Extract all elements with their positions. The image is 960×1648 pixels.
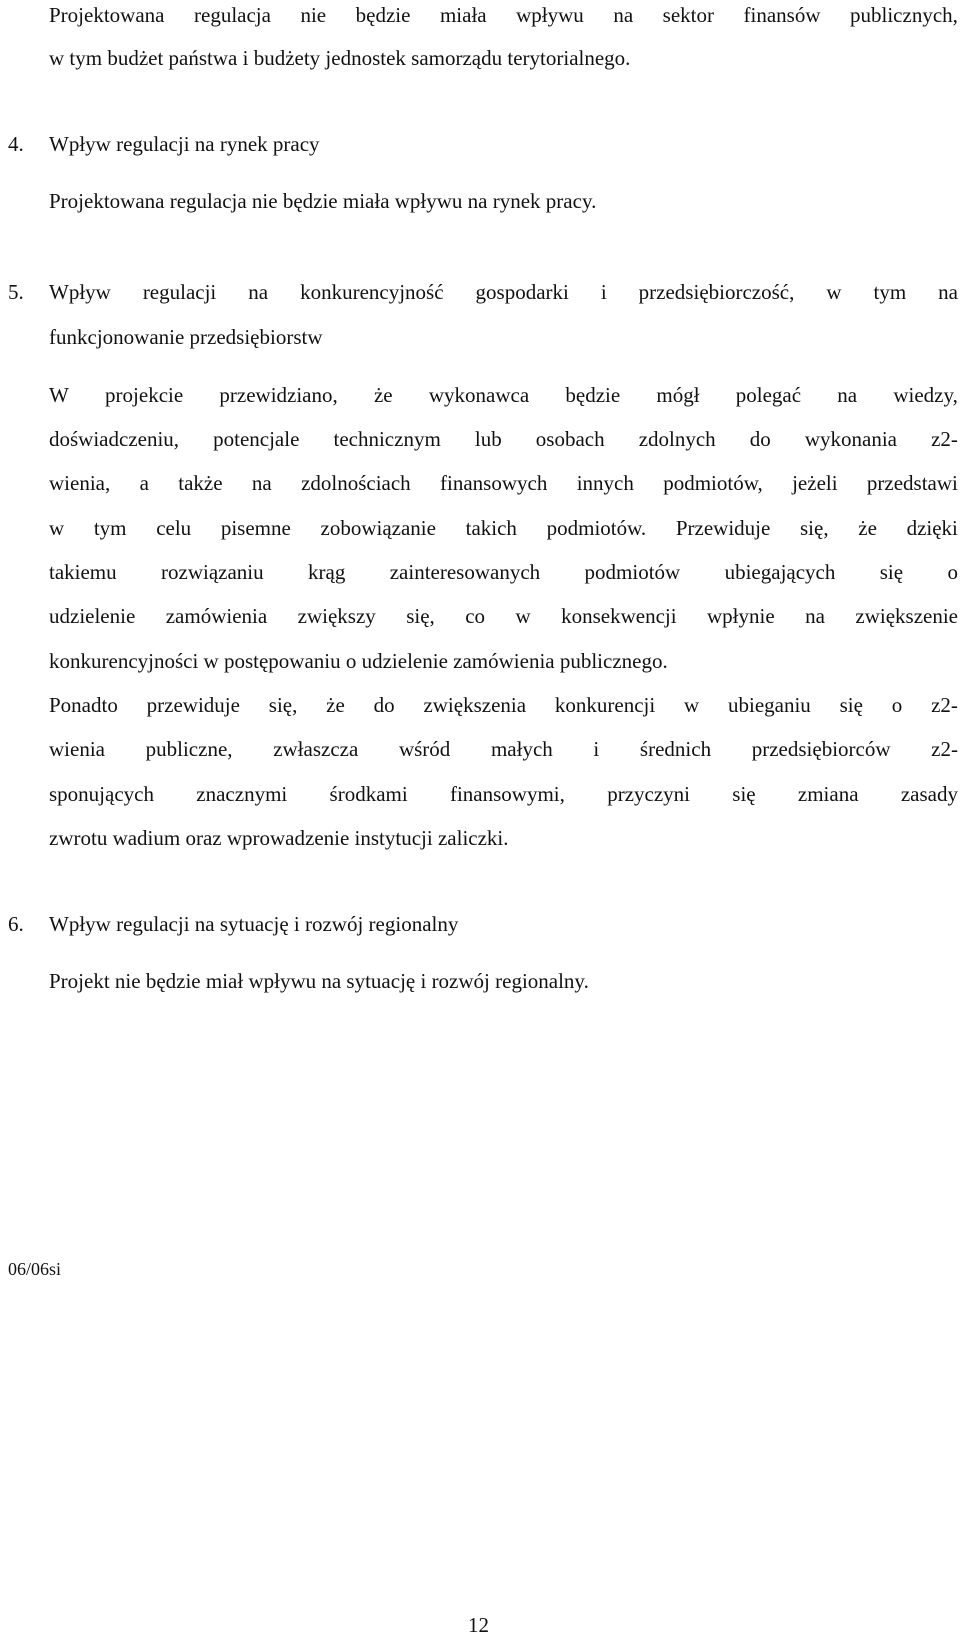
- word: potencjale: [213, 427, 300, 451]
- word: zamówienia: [165, 604, 268, 628]
- word: konkurencji: [554, 693, 656, 717]
- word: projekcie: [105, 383, 184, 407]
- section-5-para2-line-2: [49, 736, 958, 762]
- page-number: 12: [468, 1613, 489, 1637]
- word: W: [49, 383, 69, 407]
- word: Przewiduje: [675, 516, 771, 540]
- word: na: [938, 280, 958, 304]
- word: na: [251, 471, 272, 495]
- word: konsekwencji: [561, 604, 677, 628]
- word: rozwiązaniu: [161, 560, 264, 584]
- word: znacznymi: [196, 782, 288, 806]
- word: podmiotów: [584, 560, 681, 584]
- word: wienia,: [49, 471, 111, 495]
- word: zdolnościach: [301, 471, 411, 495]
- word: wykonawca: [428, 383, 530, 407]
- word: sponujących: [49, 782, 154, 806]
- word: się,: [268, 693, 298, 717]
- word: innych: [576, 471, 634, 495]
- word: regulacja: [194, 3, 271, 27]
- word: doświadczeniu,: [49, 427, 180, 451]
- word: z2-: [931, 693, 958, 717]
- word: zmiana: [797, 782, 859, 806]
- word: zwiększenia: [423, 693, 527, 717]
- word: się: [879, 560, 904, 584]
- word: także: [178, 471, 223, 495]
- word: co: [465, 604, 486, 628]
- word: do: [749, 427, 771, 451]
- word: zwiększenie: [855, 604, 958, 628]
- word: na: [837, 383, 858, 407]
- intro-line-1: [49, 2, 958, 28]
- word: pisemne: [220, 516, 291, 540]
- section-5-para2-line-4: zwrotu wadium oraz wprowadzenie instytucji zaliczki.: [49, 826, 509, 850]
- word: lub: [474, 427, 502, 451]
- word: takich: [465, 516, 517, 540]
- word: się,: [406, 604, 435, 628]
- word: się: [732, 782, 756, 806]
- section-6-body: Projekt nie będzie miał wpływu na sytuację i rozwój regionalny.: [49, 969, 589, 993]
- section-5-para2-line-1: [49, 692, 958, 718]
- word: udzielenie: [49, 604, 136, 628]
- word: zainteresowanych: [389, 560, 541, 584]
- word: tym: [93, 516, 127, 540]
- word: na: [613, 3, 634, 27]
- word: miała: [439, 3, 487, 27]
- word: małych: [490, 737, 553, 761]
- section-5-para1-line-3: [49, 470, 958, 496]
- word: w: [515, 604, 531, 628]
- intro-line-2: w tym budżet państwa i budżety jednostek samorządu terytorialnego.: [49, 46, 631, 70]
- word: w: [826, 280, 842, 304]
- word: przewiduje: [146, 693, 240, 717]
- word: przedstawi: [866, 471, 958, 495]
- word: podmiotów.: [546, 516, 647, 540]
- word: konkurencyjność: [300, 280, 444, 304]
- word: publiczne,: [145, 737, 233, 761]
- word: wpłynie: [707, 604, 775, 628]
- section-5-para1-line-1: [49, 382, 958, 408]
- section-5-para1-line-4: [49, 515, 958, 541]
- word: Wpływ: [49, 280, 111, 304]
- document-code: 06/06si: [8, 1259, 62, 1279]
- word: celu: [156, 516, 192, 540]
- word: regulacji: [142, 280, 217, 304]
- section-6-heading: Wpływ regulacji na sytuację i rozwój regionalny: [49, 912, 459, 936]
- word: średnich: [639, 737, 712, 761]
- word: dzięki: [906, 516, 958, 540]
- word: technicznym: [333, 427, 441, 451]
- word: nie: [300, 3, 327, 27]
- word: będzie: [565, 383, 621, 407]
- word: tym: [873, 280, 907, 304]
- word: z2-: [931, 427, 958, 451]
- word: a: [139, 471, 149, 495]
- word: przewidziano,: [219, 383, 338, 407]
- word: się,: [800, 516, 829, 540]
- word: przyczyni: [607, 782, 690, 806]
- section-5-number: 5.: [8, 280, 24, 304]
- word: zdolnych: [638, 427, 716, 451]
- section-5-heading-line-2: funkcjonowanie przedsiębiorstw: [49, 325, 323, 349]
- word: przedsiębiorczość,: [638, 280, 795, 304]
- word: o: [891, 693, 903, 717]
- word: wiedzy,: [893, 383, 958, 407]
- word: finansów: [743, 3, 821, 27]
- word: sektor: [662, 3, 714, 27]
- word: jeżeli: [792, 471, 838, 495]
- word: osobach: [535, 427, 605, 451]
- word: zwłaszcza: [273, 737, 359, 761]
- section-6-number: 6.: [8, 912, 24, 936]
- section-5-para1-line-6: [49, 603, 958, 629]
- word: i: [600, 280, 607, 304]
- section-5-para2-line-3: [49, 781, 958, 807]
- word: wienia: [49, 737, 105, 761]
- word: wpływu: [516, 3, 584, 27]
- word: że: [373, 383, 393, 407]
- section-5-para1-line-5: [49, 559, 958, 585]
- word: się: [839, 693, 863, 717]
- word: finansowych: [440, 471, 548, 495]
- word: takiemu: [49, 560, 117, 584]
- word: w: [49, 516, 65, 540]
- section-4-heading: Wpływ regulacji na rynek pracy: [49, 132, 320, 156]
- word: zwiększy: [297, 604, 376, 628]
- word: przedsiębiorców: [751, 737, 891, 761]
- section-4-number: 4.: [8, 132, 24, 156]
- word: ubieganiu: [727, 693, 811, 717]
- word: zobowiązanie: [320, 516, 436, 540]
- word: że: [858, 516, 877, 540]
- section-5-para1-line-2: [49, 426, 958, 452]
- section-5-heading-line-1: [49, 279, 958, 305]
- word: mógł: [656, 383, 700, 407]
- word: wśród: [398, 737, 451, 761]
- word: o: [947, 560, 958, 584]
- word: do: [373, 693, 395, 717]
- word: wykonania: [804, 427, 897, 451]
- word: Ponadto: [49, 693, 118, 717]
- section-5-para1-line-7: konkurencyjności w postępowaniu o udzielenie zamówienia publicznego.: [49, 649, 668, 673]
- word: i: [593, 737, 600, 761]
- word: w: [684, 693, 700, 717]
- word: z2-: [931, 737, 958, 761]
- word: Projektowana: [49, 3, 165, 27]
- word: krąg: [308, 560, 346, 584]
- word: polegać: [735, 383, 802, 407]
- word: środkami: [329, 782, 408, 806]
- word: publicznych,: [850, 3, 958, 27]
- word: na: [248, 280, 269, 304]
- word: będzie: [355, 3, 411, 27]
- word: na: [805, 604, 825, 628]
- word: finansowymi,: [449, 782, 565, 806]
- word: gospodarki: [475, 280, 569, 304]
- word: podmiotów,: [663, 471, 763, 495]
- word: zasady: [900, 782, 958, 806]
- section-4-body: Projektowana regulacja nie będzie miała wpływu na rynek pracy.: [49, 189, 597, 213]
- word: ubiegających: [724, 560, 836, 584]
- word: że: [326, 693, 345, 717]
